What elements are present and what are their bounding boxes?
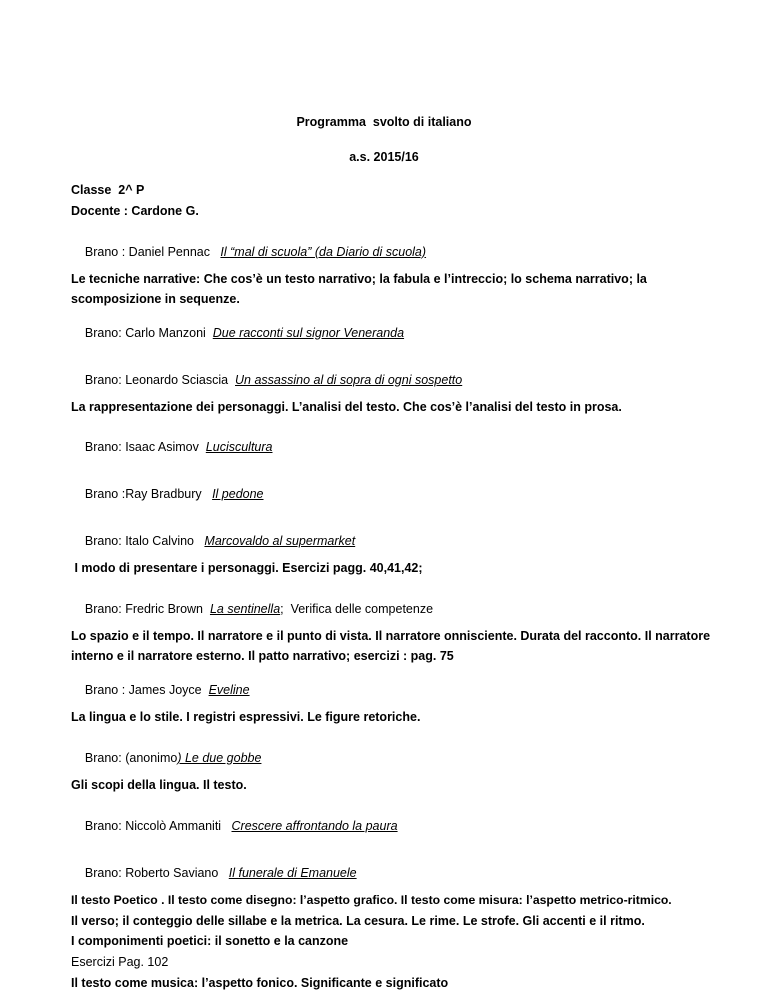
- topic-paragraph: Le tecniche narrative: Che cos’è un testo narrativo; la fabula e l’intreccio; lo schema narrativo; la scomposizione in sequenze.: [71, 271, 651, 306]
- topic-paragraph: La rappresentazione dei personaggi. L’analisi del testo. Che cos’è l’analisi del testo in prosa.: [71, 399, 622, 414]
- reading-title: Marcovaldo al supermarket: [204, 534, 356, 549]
- topic-paragraph: Il testo come musica: l’aspetto fonico. Significante e significato: [71, 976, 449, 991]
- topic-paragraph: Il verso; il conteggio delle sillabe e la metrica. La cesura. Le rime. Le strofe. Gli accenti e il ritmo.: [71, 913, 645, 928]
- reading-author: Brano: Niccolò Ammaniti: [84, 818, 232, 833]
- reading-title: Crescere affrontando la paura: [231, 818, 398, 833]
- document-title: Programma svolto di italiano: [296, 115, 472, 129]
- school-year: a.s. 2015/16: [349, 150, 419, 164]
- exercise-line: Esercizi Pag. 102: [71, 955, 169, 970]
- reading-title: Luciscultura: [205, 440, 273, 455]
- teacher-label: Docente : Cardone G.: [71, 203, 199, 218]
- reading-author: Brano : James Joyce: [84, 683, 209, 698]
- class-label: Classe 2^ P: [71, 183, 145, 197]
- topic-paragraph: Il testo Poetico . Il testo come disegno: l’aspetto grafico. Il testo come misura: l’aspetto metrico-ritmico.: [71, 892, 672, 907]
- reading-author: Brano: Leonardo Sciascia: [84, 372, 235, 387]
- topic-paragraph: Lo spazio e il tempo. Il narratore e il punto di vista. Il narratore onnisciente. Durata del racconto. Il narratore interno e il narratore esterno. Il patto narrativo; esercizi : pag. 75: [71, 629, 714, 664]
- reading-title: La sentinella: [209, 602, 281, 617]
- reading-author: Brano: Carlo Manzoni: [84, 325, 213, 340]
- reading-note: ; Verifica delle competenze: [280, 602, 434, 617]
- reading-title: Il “mal di scuola” (da Diario di scuola): [220, 244, 427, 259]
- reading-title: Due racconti sul signor Veneranda: [212, 325, 405, 340]
- reading-title: Un assassino al di sopra di ogni sospetto: [235, 372, 463, 387]
- topic-paragraph: I componimenti poetici: il sonetto e la canzone: [71, 934, 349, 949]
- topic-paragraph: I modo di presentare i personaggi. Esercizi pagg. 40,41,42;: [71, 561, 423, 576]
- reading-title: Eveline: [208, 683, 250, 698]
- reading-author: Brano: Roberto Saviano: [84, 865, 229, 880]
- topic-paragraph: Gli scopi della lingua. Il testo.: [71, 777, 247, 792]
- reading-author: Brano :Ray Bradbury: [84, 487, 213, 502]
- reading-author: Brano: Fredric Brown: [84, 602, 210, 617]
- topic-paragraph: La lingua e lo stile. I registri espressivi. Le figure retoriche.: [71, 710, 421, 724]
- reading-title: ) Le due gobbe: [177, 750, 262, 765]
- reading-author: Brano: Isaac Asimov: [84, 440, 206, 455]
- reading-author: Brano : Daniel Pennac: [84, 244, 221, 259]
- reading-title: Il funerale di Emanuele: [228, 865, 357, 880]
- reading-author: Brano: (anonimo: [84, 750, 178, 765]
- reading-title: Il pedone: [212, 487, 264, 502]
- reading-author: Brano: Italo Calvino: [84, 534, 205, 549]
